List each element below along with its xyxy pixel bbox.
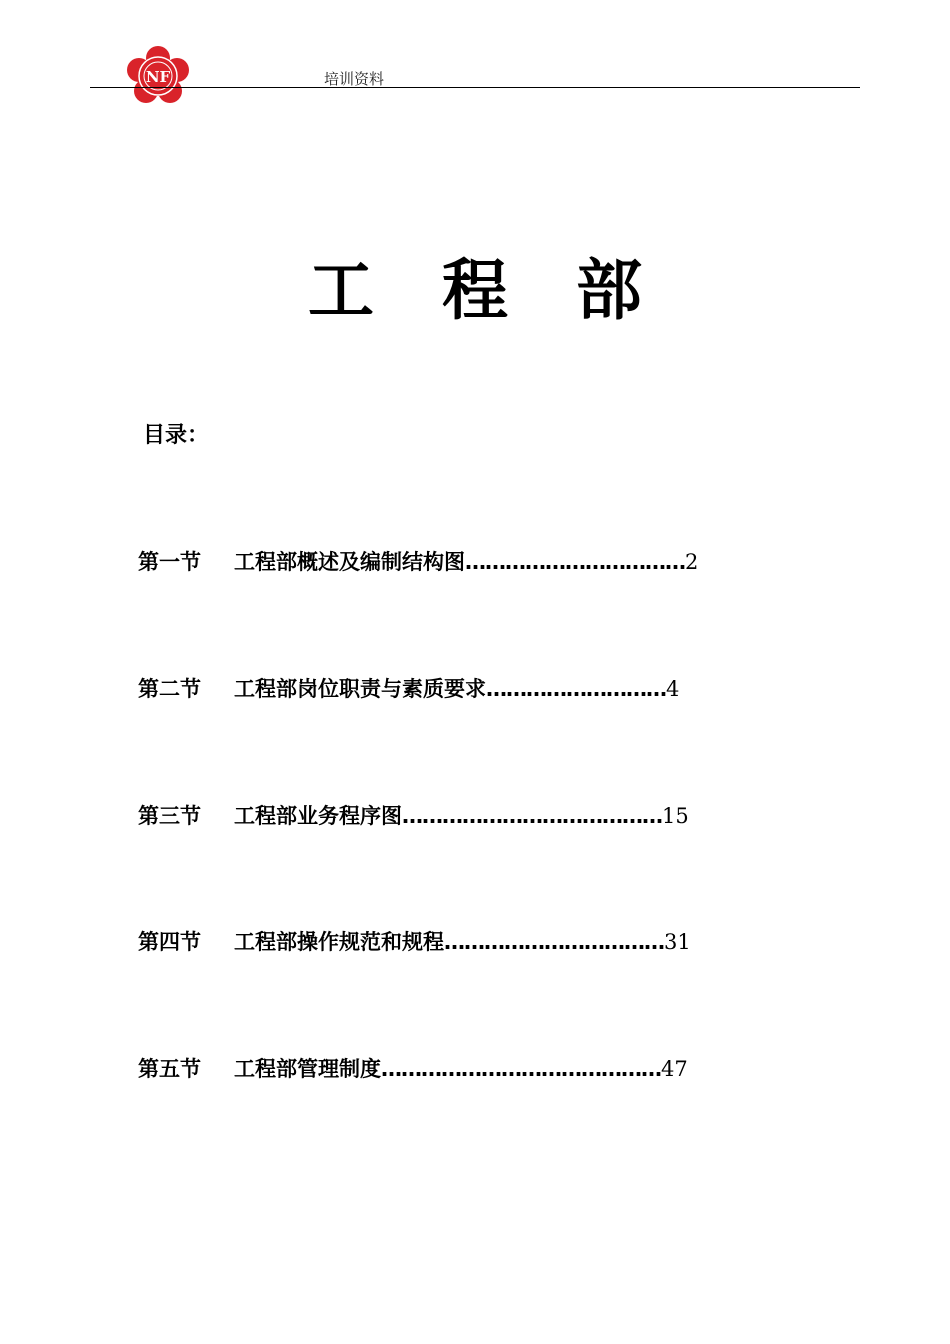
- toc-title: 工程部概述及编制结构图: [234, 550, 465, 574]
- header-label: 培训资料: [324, 70, 385, 88]
- toc-entry-4[interactable]: [138, 926, 778, 958]
- toc-leader-dots: …………………………………: [402, 804, 662, 828]
- toc-entry-1[interactable]: [138, 546, 778, 578]
- toc-leader-dots: ………………………: [486, 677, 666, 701]
- toc-page-number: 2: [685, 550, 699, 574]
- logo-monogram: NF: [145, 68, 171, 86]
- toc-page-number: 47: [661, 1057, 688, 1081]
- toc-section-label: 第五节: [138, 1057, 201, 1081]
- toc-entry-5[interactable]: [138, 1053, 778, 1085]
- toc-title: 工程部岗位职责与素质要求: [234, 677, 486, 701]
- company-logo: [126, 46, 190, 106]
- header-divider: [90, 87, 860, 88]
- toc-page-number: 15: [662, 804, 689, 828]
- toc-section-label: 第二节: [138, 677, 201, 701]
- toc-leader-dots: ……………………………: [465, 550, 685, 574]
- toc-page-number: 31: [664, 930, 691, 954]
- page-title: [0, 246, 950, 336]
- toc-section-label: 第一节: [138, 550, 201, 574]
- toc-leader-dots: ……………………………: [444, 930, 664, 954]
- title-char-3: 部: [576, 252, 642, 329]
- toc-title: 工程部操作规范和规程: [234, 930, 444, 954]
- toc-title: 工程部管理制度: [234, 1057, 381, 1081]
- toc-title: 工程部业务程序图: [234, 804, 402, 828]
- toc-heading: 目录：: [143, 423, 210, 448]
- title-char-1: 工: [308, 252, 374, 329]
- toc-leader-dots: ……………………………………: [381, 1057, 661, 1081]
- toc-section-label: 第三节: [138, 804, 201, 828]
- toc-page-number: 4: [666, 677, 680, 701]
- toc-entry-3[interactable]: [138, 800, 778, 832]
- title-char-2: 程: [442, 252, 508, 329]
- toc-section-label: 第四节: [138, 930, 201, 954]
- page-header: [0, 0, 950, 100]
- toc-entry-2[interactable]: [138, 673, 778, 705]
